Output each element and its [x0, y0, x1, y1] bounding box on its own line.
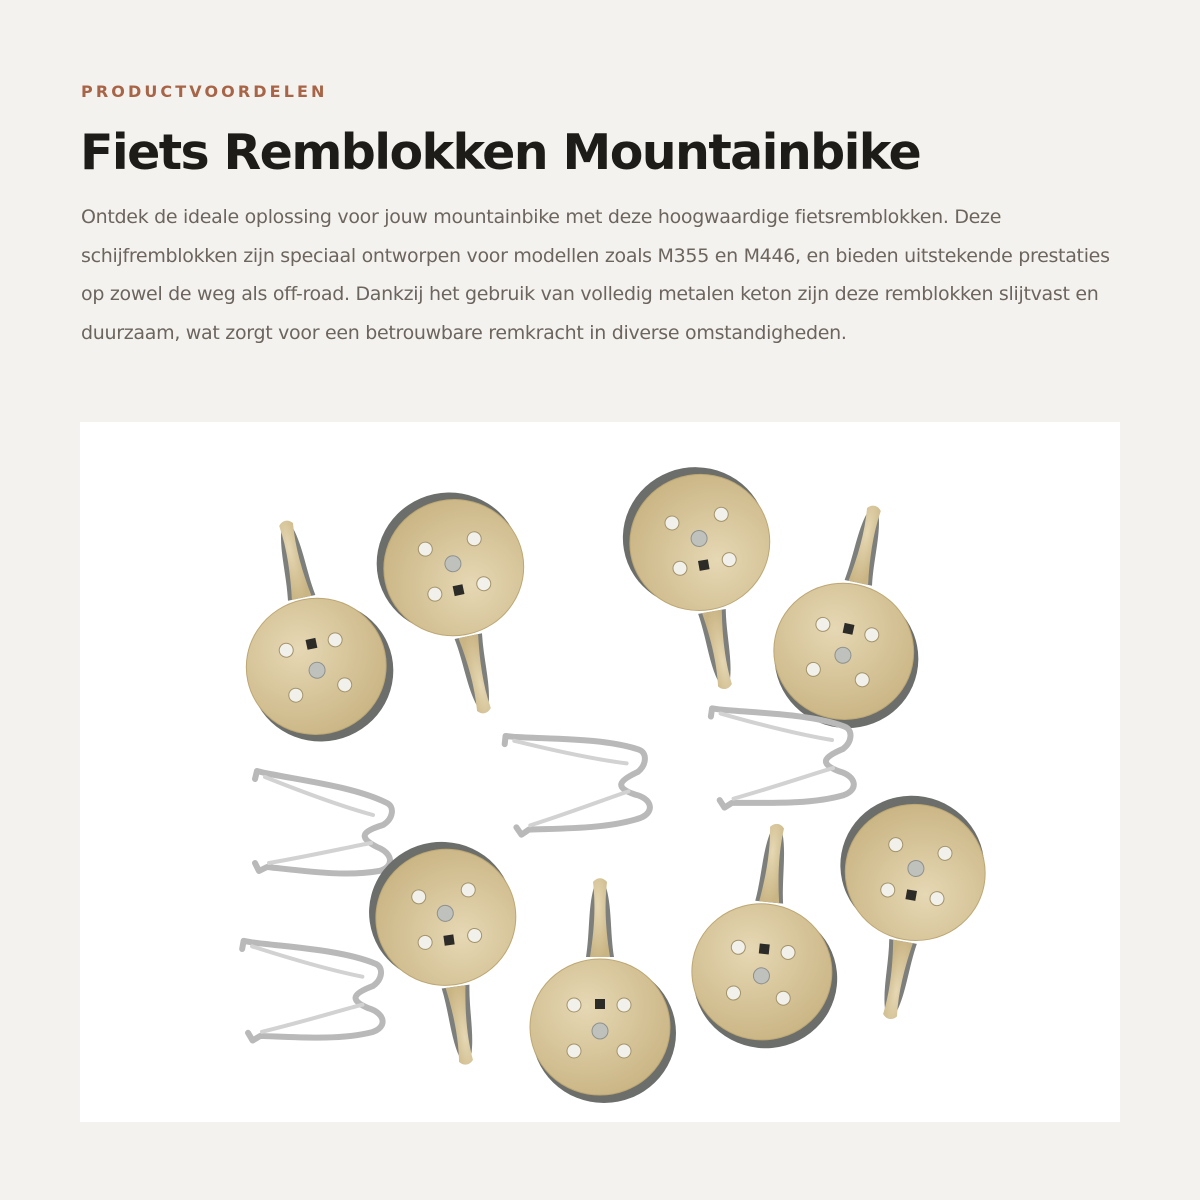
- page-title: Fiets Remblokken Mountainbike: [80, 124, 921, 181]
- product-photo-illustration: [80, 422, 1120, 1122]
- brake-pad-icon: [612, 455, 795, 702]
- eyebrow-label: PRODUCTVOORDELEN: [81, 82, 328, 101]
- brake-pad-icon: [684, 817, 853, 1056]
- retaining-spring-icon: [242, 931, 386, 1043]
- retaining-spring-icon: [504, 717, 654, 838]
- brake-pad-icon: [217, 505, 407, 755]
- brake-pad-icon: [759, 491, 949, 741]
- brake-pad-icon: [815, 784, 998, 1031]
- brake-pad-icon: [360, 832, 536, 1075]
- retaining-spring-icon: [255, 771, 392, 874]
- product-photo: [80, 422, 1120, 1122]
- brake-pad-icon: [364, 479, 554, 729]
- product-description: Ontdek de ideale oplossing voor jouw mountainbike met deze hoogwaardige fietsremblokken. Deze schijfremblokken zijn speciaal ontworpen voor modellen zoals M355 en M446, en bieden uitstekende prestaties op zowel de weg als off-road. Dankzij het gebruik van volledig metalen keton zijn deze remblokken slijtvast en duurzaam, wat zorgt voor een betrouwbare remkracht in diverse omstandigheden.: [81, 206, 1110, 344]
- brake-pad-icon: [530, 878, 676, 1103]
